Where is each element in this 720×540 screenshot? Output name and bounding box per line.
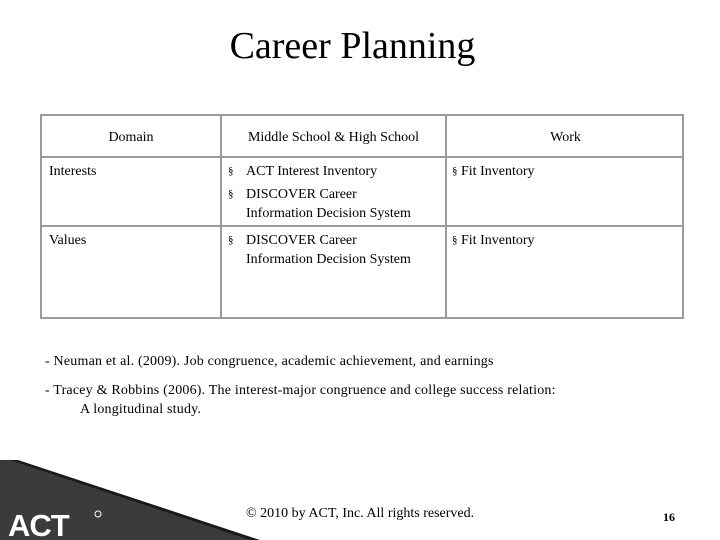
act-logo — [6, 506, 104, 540]
references — [45, 352, 685, 429]
row-divider — [42, 225, 682, 227]
bullet-icon: § — [228, 188, 234, 200]
reference-item: - Neuman et al. (2009). Job congruence, academic achievement, and earnings — [45, 354, 494, 369]
row-divider — [42, 156, 682, 158]
list-item: § Fit Inventory — [452, 164, 535, 179]
page-number: 16 — [663, 510, 675, 524]
career-planning-table — [40, 114, 684, 319]
list-item: § ACT Interest Inventory — [228, 164, 378, 179]
header-domain: Domain — [108, 130, 154, 145]
interests-work-list — [452, 162, 535, 181]
list-item: § DISCOVER Career Information Decision System — [228, 233, 411, 267]
list-item: § DISCOVER Career Information Decision System — [228, 187, 411, 221]
values-school-list — [222, 231, 445, 269]
header-work: Work — [550, 130, 581, 145]
row-domain-values: Values — [49, 233, 87, 248]
bullet-icon: § — [452, 165, 458, 177]
row-domain-interests: Interests — [49, 164, 97, 179]
slide-title: Career Planning — [229, 25, 476, 67]
reference-item: - Tracey & Robbins (2006). The interest-major congruence and college success relation: A longitudinal study. — [45, 383, 556, 417]
header-school: Middle School & High School — [247, 130, 420, 145]
act-logo-text: ACT — [8, 508, 69, 540]
list-item: § Fit Inventory — [452, 233, 535, 248]
bullet-icon: § — [452, 234, 458, 246]
bullet-icon: § — [228, 234, 234, 246]
bullet-icon: § — [228, 165, 234, 177]
interests-school-list — [222, 162, 445, 223]
copyright-notice: © 2010 by ACT, Inc. All rights reserved. — [246, 506, 475, 521]
values-work-list — [452, 231, 535, 250]
